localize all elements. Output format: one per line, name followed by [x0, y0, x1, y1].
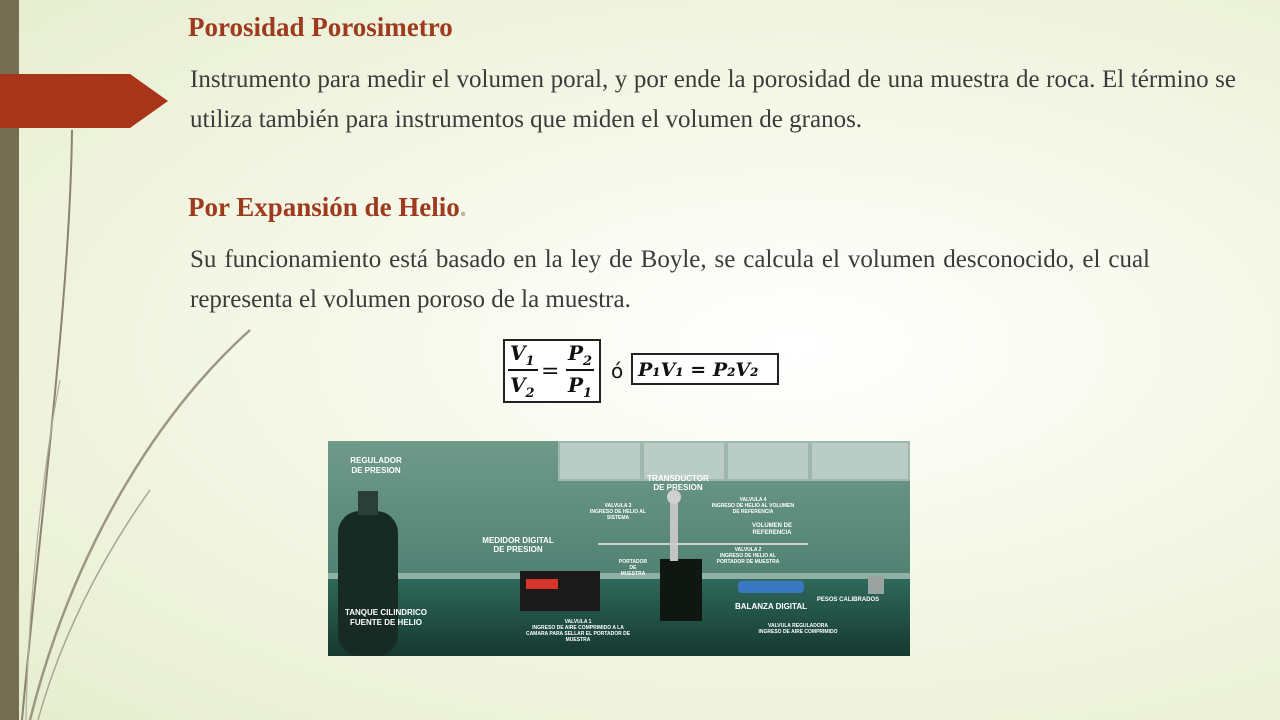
- section-title-text: Por Expansión de Helio: [188, 192, 460, 222]
- formula-v1: $V_1$: [510, 341, 535, 369]
- label-portador-3: MUESTRA: [620, 571, 646, 577]
- label-volumen-2: REFERENCIA: [752, 530, 792, 536]
- label-portador-2: DE: [629, 565, 637, 571]
- porosimeter-photo: [328, 441, 910, 656]
- label-valvula1-3: CAMARA PARA SELLAR EL PORTADOR DE: [525, 631, 631, 637]
- label-reguladora: VALVULA REGULADORA: [768, 623, 828, 629]
- label-tanque-2: FUENTE DE HELIO: [349, 618, 423, 627]
- label-regulador: REGULADOR: [350, 456, 402, 465]
- label-volumen: VOLUMEN DE: [751, 523, 793, 529]
- label-medidor: MEDIDOR DIGITAL: [482, 536, 554, 545]
- label-valvula4-2: INGRESO DE HELIO AL VOLUMEN: [711, 503, 795, 509]
- formula-p1: $P_1$: [568, 373, 593, 401]
- label-valvula2-3: PORTADOR DE MUESTRA: [716, 559, 780, 565]
- boyle-paragraph: Su funcionamiento está basado en la ley de Boyle, se calcula el volumen desconocido, el cual representa el volumen poroso de la muestra.: [190, 246, 1150, 313]
- slide-title: Porosidad Porosimetro: [188, 12, 453, 42]
- formula-equals: =: [541, 359, 560, 384]
- label-reguladora-2: INGRESO DE AIRE COMPRIMIDO: [758, 629, 838, 635]
- label-valvula3-3: SISTEMA: [606, 515, 630, 521]
- formula-v2: $V_2$: [510, 373, 535, 401]
- label-pesos: PESOS CALIBRADOS: [816, 597, 880, 603]
- label-balanza: BALANZA DIGITAL: [735, 602, 807, 611]
- label-transductor-2: DE PRESION: [653, 483, 703, 492]
- label-valvula2-2: INGRESO DE HELIO AL: [720, 553, 776, 559]
- label-valvula3-2: INGRESO DE HELIO AL: [590, 509, 646, 515]
- section-title-dot: .: [459, 192, 467, 222]
- boyle-formula: [496, 330, 786, 408]
- label-valvula2: VALVULA 2: [734, 547, 762, 553]
- formula-p2: $P_2$: [568, 341, 593, 369]
- label-valvula3: VALVULA 3: [604, 503, 632, 509]
- label-valvula4: VALVULA 4: [739, 497, 767, 503]
- formula-connector: ó: [611, 359, 624, 383]
- label-valvula4-3: DE REFERENCIA: [732, 509, 774, 515]
- label-regulador-2: DE PRESION: [351, 466, 401, 475]
- label-valvula1-4: MUESTRA: [565, 637, 591, 643]
- label-transductor: TRANSDUCTOR: [647, 474, 709, 483]
- label-portador: PORTADOR: [618, 559, 648, 565]
- label-tanque: TANQUE CILINDRICO: [344, 608, 428, 617]
- label-valvula1: VALVULA 1: [564, 619, 592, 625]
- formula-boyle-equation: P₁V₁ = P₂V₂: [638, 359, 759, 381]
- label-medidor-2: DE PRESION: [493, 545, 543, 554]
- section-title: [188, 190, 467, 224]
- definition-paragraph: Instrumento para medir el volumen poral, y por ende la porosidad de una muestra de roca. El término se utiliza también para instrumentos que miden el volumen de granos.: [190, 66, 1236, 133]
- label-valvula1-2: INGRESO DE AIRE COMPRIMIDO A LA: [532, 625, 624, 631]
